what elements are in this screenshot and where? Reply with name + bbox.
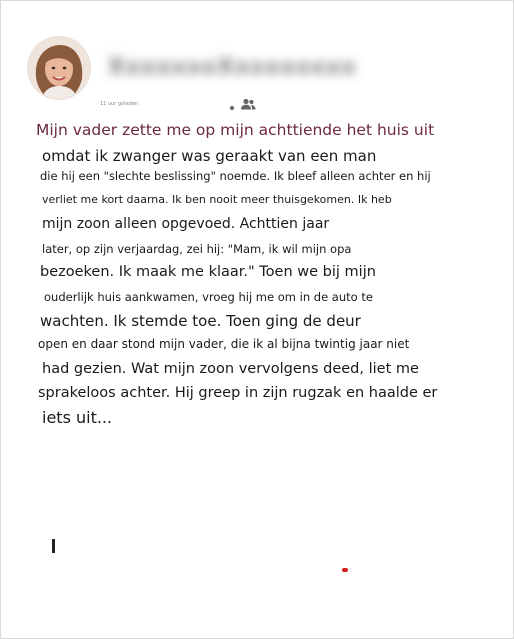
profile-photo (28, 37, 90, 99)
author-name[interactable]: XxxxxxxXxxxxxxxx (108, 55, 357, 80)
audience-indicator (230, 95, 256, 114)
post-text-line: iets uit... (42, 408, 113, 427)
post-text-line: verliet me kort daarna. Ik ben nooit meer thuisgekomen. Ik heb (42, 193, 392, 206)
stray-red-mark (342, 568, 348, 572)
post-timestamp[interactable]: 11 uur geleden (100, 101, 139, 107)
post-text-line: open en daar stond mijn vader, die ik al bijna twintig jaar niet (38, 337, 410, 351)
post-text-line: had gezien. Wat mijn zoon vervolgens deed, liet me (42, 361, 419, 377)
post-text-line: Mijn vader zette me op mijn achttiende het huis uit (36, 121, 435, 139)
stray-mark (52, 539, 55, 553)
post-text-line: die hij een "slechte beslissing" noemde. Ik bleef alleen achter en hij (40, 169, 431, 183)
post-text-line: omdat ik zwanger was geraakt van een man (42, 147, 377, 165)
avatar[interactable] (28, 37, 90, 99)
post-text-line: later, op zijn verjaardag, zei hij: "Mam, ik wil mijn opa (42, 242, 352, 256)
friends-icon[interactable] (240, 95, 256, 114)
post-text-line: sprakeloos achter. Hij greep in zijn rugzak en haalde er (38, 385, 438, 401)
dot-icon (230, 95, 234, 114)
post-text-line: mijn zoon alleen opgevoed. Achttien jaar (42, 216, 330, 232)
post-text-line: ouderlijk huis aankwamen, vroeg hij me om in de auto te (44, 290, 373, 304)
post-text-line: wachten. Ik stemde toe. Toen ging de deur (40, 312, 361, 330)
post-text-line: bezoeken. Ik maak me klaar." Toen we bij mijn (40, 264, 376, 280)
